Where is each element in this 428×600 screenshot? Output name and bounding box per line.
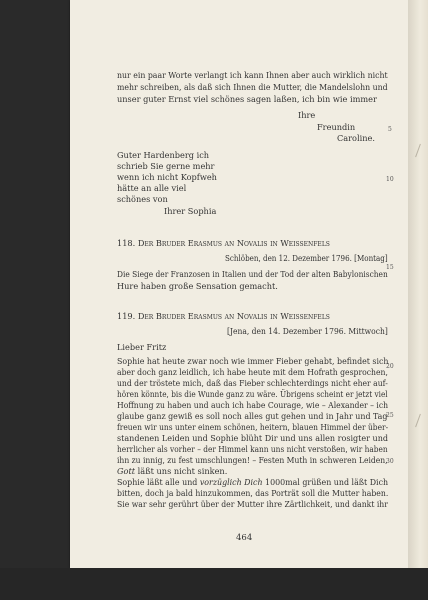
closing-signature: Caroline. [337, 133, 375, 143]
postscript-line: hätte an alle viel [117, 183, 187, 193]
line-number: 10 [386, 176, 394, 183]
text-line: freuen wir uns unter einem schönen, heitern, blauen Himmel der über- [117, 422, 389, 432]
text-line [117, 477, 388, 487]
text-line: bitten, doch ja bald hinzukommen, das Porträt soll die Mutter haben. [117, 488, 389, 498]
letter-heading: 118. Der Bruder Erasmus an Novalis in Weissenfels [117, 238, 330, 248]
line-number: 30 [386, 458, 394, 465]
closing-line: Ihre [298, 110, 316, 120]
page-number: 464 [236, 533, 253, 543]
line-number: 20 [386, 363, 394, 370]
text-line: Die Siege der Franzosen in Italien und der Tod der alten Babylonischen [117, 269, 388, 279]
postscript-line: schrieb Sie gerne mehr [117, 161, 215, 171]
text-run: 1000mal grüßen und läßt Dich [262, 477, 389, 487]
text-line: hören könnte, bis die Wunde ganz zu wäre. Übrigens scheint er jetzt viel [117, 389, 388, 399]
closing-line: Freundin [317, 122, 356, 132]
text-line: Hoffnung zu haben und auch ich habe Courage, wie – Alexander – ich [117, 400, 389, 410]
letter-date: Schlöben, den 12. Dezember 1796. [Montag] [225, 253, 388, 263]
text-run: Sophie läßt alle und [117, 477, 200, 487]
postscript-line: Guter Hardenberg ich [117, 150, 210, 160]
text-line: herrlicher als vorher – der Himmel kann uns nicht verstoßen, wir haben [117, 444, 388, 454]
text-line: und der tröstete mich, daß das Fieber schlechterdings nicht eher auf- [117, 378, 388, 388]
emphasis: Gott [117, 466, 136, 476]
text-run: läßt uns nicht sinken. [135, 466, 228, 476]
line-number: 5 [388, 126, 392, 133]
letter-heading: 119. Der Bruder Erasmus an Novalis in Weissenfels [117, 311, 330, 321]
text-line: Hure haben große Sensation gemacht. [117, 281, 278, 291]
line-number: 25 [386, 412, 394, 419]
line-number: 15 [386, 264, 394, 271]
text-line: unser guter Ernst viel schönes sagen laßen, ich bin wie immer [117, 94, 377, 104]
emphasis: vorzüglich Dich [199, 477, 263, 487]
salutation: Lieber Fritz [117, 342, 167, 352]
text-line: standenen Leiden und Sophie blüht Dir und uns allen rosigter und [117, 433, 389, 443]
letter-date: [Jena, den 14. Dezember 1796. Mittwoch] [227, 326, 388, 336]
text-line: nur ein paar Worte verlangt ich kann Ihnen aber auch wirklich nicht [117, 70, 388, 80]
background-strip [0, 568, 428, 600]
postscript-line: schönes von [117, 194, 168, 204]
postscript-line: wenn ich nicht Kopfweh [117, 172, 217, 182]
text-line: glaube ganz gewiß es soll noch alles gut gehen und in Jahr und Tag [117, 411, 388, 421]
text-line: ihn zu innig, zu fest umschlungen! – Festen Muth in schweren Leiden, [117, 455, 388, 465]
text-line [117, 466, 227, 476]
postscript-signature: Ihrer Sophia [164, 206, 217, 216]
text-line: Sie war sehr gerührt über der Mutter ihre Zärtlichkeit, und dankt ihr [117, 499, 388, 509]
page-edge [408, 0, 428, 568]
text-line: mehr schreiben, als daß sich Ihnen die Mutter, die Mandelslohn und [117, 82, 388, 92]
text-line: Sophie hat heute zwar noch wie immer Fieber gehabt, befindet sich [117, 356, 389, 366]
text-line: aber doch ganz leidlich, ich habe heute mit dem Hofrath gesprochen, [117, 367, 388, 377]
